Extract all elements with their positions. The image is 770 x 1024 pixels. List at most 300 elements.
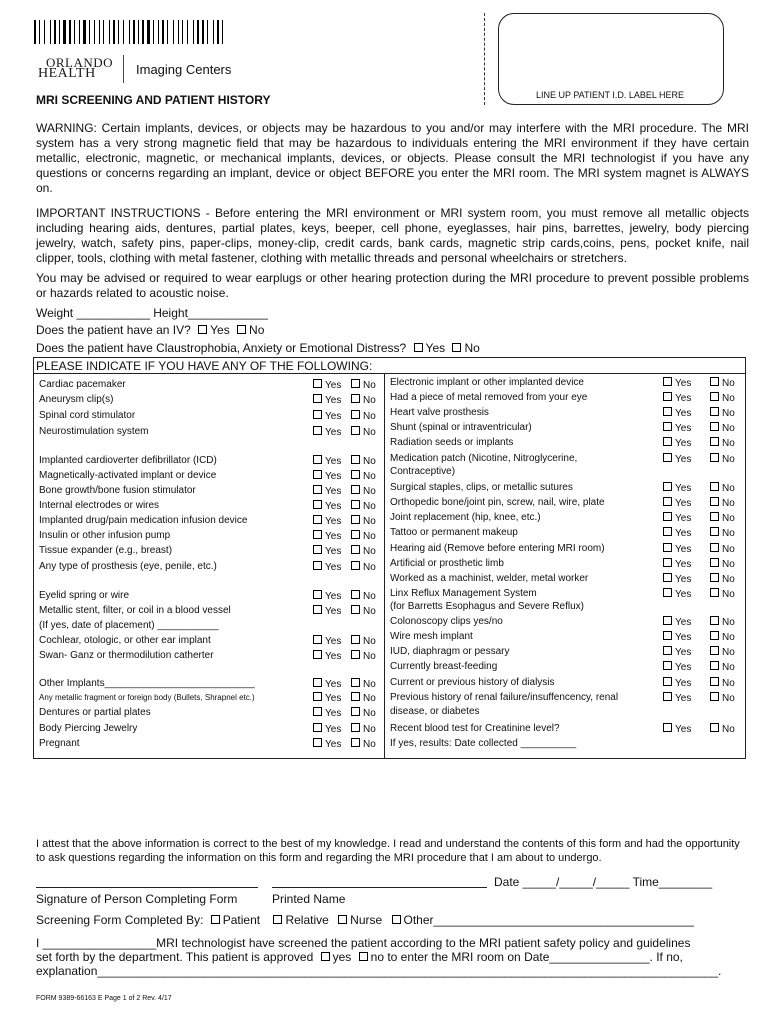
yes-checkbox[interactable] xyxy=(663,527,691,540)
checkbox-box[interactable] xyxy=(313,738,322,747)
logo-health: HEALTH xyxy=(38,66,96,81)
checkbox-box[interactable] xyxy=(313,410,322,419)
yes-checkbox[interactable] xyxy=(313,485,341,498)
no-checkbox[interactable] xyxy=(710,558,735,571)
right-item-label: Tattoo or permanent makeup xyxy=(390,527,518,538)
checkbox-box[interactable] xyxy=(351,707,360,716)
checkbox-box[interactable] xyxy=(663,422,672,431)
no-checkbox[interactable] xyxy=(351,410,376,423)
right-item-label: Had a piece of metal removed from your eye xyxy=(390,392,588,403)
checkbox-box[interactable] xyxy=(663,407,672,416)
yes-checkbox[interactable] xyxy=(313,635,341,648)
no-checkbox[interactable] xyxy=(351,738,376,751)
checkbox-box[interactable] xyxy=(710,646,719,655)
no-label: No xyxy=(722,498,735,509)
no-checkbox[interactable] xyxy=(351,635,376,648)
no-label: No xyxy=(722,393,735,404)
approved-no-label: no to enter the MRI room on Date_______________. If no, xyxy=(370,950,683,964)
checkbox-box[interactable] xyxy=(710,692,719,701)
no-checkbox[interactable] xyxy=(351,515,376,528)
no-checkbox[interactable] xyxy=(710,723,735,736)
yes-checkbox[interactable] xyxy=(313,738,341,751)
checkbox-box[interactable] xyxy=(663,588,672,597)
checkbox-box[interactable] xyxy=(351,738,360,747)
left-item-label: Swan- Ganz or thermodilution catherter xyxy=(39,650,214,661)
no-label: No xyxy=(722,632,735,643)
no-checkbox[interactable] xyxy=(351,426,376,439)
yes-label: Yes xyxy=(325,724,342,735)
no-checkbox[interactable] xyxy=(710,377,735,390)
yes-label: Yes xyxy=(675,589,692,600)
checkbox-box[interactable] xyxy=(351,545,360,554)
left-item-label: (If yes, date of placement) ___________ xyxy=(39,620,219,631)
iv-no-checkbox[interactable] xyxy=(237,325,246,334)
technologist-line[interactable]: I _________________MRI technologist have screened the patient according to the MRI patient safety policy and guidelines xyxy=(36,936,691,950)
right-item-label: Hearing aid (Remove before entering MRI room) xyxy=(390,543,605,554)
checkbox-box[interactable] xyxy=(710,392,719,401)
iv-question: Does the patient have an IV? xyxy=(36,323,191,337)
approved-yes-checkbox[interactable] xyxy=(321,952,330,961)
yes-checkbox[interactable] xyxy=(663,377,691,390)
right-item-label: Joint replacement (hip, knee, etc.) xyxy=(390,512,541,523)
yes-checkbox[interactable] xyxy=(313,723,341,736)
right-item-label: Orthopedic bone/joint pin, screw, nail, wire, plate xyxy=(390,497,605,508)
checkbox-box[interactable] xyxy=(663,377,672,386)
barcode xyxy=(34,20,270,44)
checkbox-box[interactable] xyxy=(351,650,360,659)
checkbox-box[interactable] xyxy=(663,616,672,625)
yes-checkbox[interactable] xyxy=(663,631,691,644)
left-item-label: Other Implants___________________________ xyxy=(39,678,255,689)
no-checkbox[interactable] xyxy=(351,590,376,603)
yes-label: Yes xyxy=(675,617,692,628)
no-checkbox[interactable] xyxy=(710,497,735,510)
checkbox-box[interactable] xyxy=(663,573,672,582)
checkbox-box[interactable] xyxy=(710,407,719,416)
checkbox-box[interactable] xyxy=(351,470,360,479)
checkbox-box[interactable] xyxy=(313,545,322,554)
no-checkbox[interactable] xyxy=(710,422,735,435)
yes-label: Yes xyxy=(675,693,692,704)
checkbox-box[interactable] xyxy=(663,527,672,536)
printed-name-label: Printed Name xyxy=(272,892,346,906)
no-label: No xyxy=(722,544,735,555)
checkbox-box[interactable] xyxy=(313,605,322,614)
yes-checkbox[interactable] xyxy=(313,394,341,407)
right-item-label: Shunt (spinal or intraventricular) xyxy=(390,422,532,433)
checkbox-box[interactable] xyxy=(710,631,719,640)
yes-checkbox[interactable] xyxy=(663,453,691,466)
warning-text: WARNING: Certain implants, devices, or objects may be hazardous to you and/or may interfere with the MRI procedure. The MRI system has a very strong magnetic field that may be hazardous to individuals entering the MRI environment if they have certain metallic, electronic, magnetic, or mechanical implants, devices, or objects. Please consult the MRI technologist if you have any questions or concerns regarding an implant, device or object BEFORE you enter the MRI room. The MRI system magnet is ALWAYS on. xyxy=(36,121,749,195)
checkbox-box[interactable] xyxy=(351,394,360,403)
left-item-label: Internal electrodes or wires xyxy=(39,500,160,511)
explanation-line[interactable]: explanation_____________________________________________________________________________________________. xyxy=(36,964,722,978)
checkbox-box[interactable] xyxy=(313,590,322,599)
no-label: No xyxy=(722,574,735,585)
yes-checkbox[interactable] xyxy=(313,470,341,483)
no-checkbox[interactable] xyxy=(351,678,376,691)
no-checkbox[interactable] xyxy=(351,379,376,392)
right-item-label: Colonoscopy clips yes/no xyxy=(390,616,503,627)
checkbox-box[interactable] xyxy=(351,590,360,599)
no-label: No xyxy=(363,724,376,735)
signature-line[interactable] xyxy=(36,887,258,888)
checkbox-box[interactable] xyxy=(313,707,322,716)
attestation-text: I attest that the above information is correct to the best of my knowledge. I read and understand the contents of this form and had the opportunity to ask questions regarding the information on this form and regarding the MRI procedure that I am about to undergo. xyxy=(36,838,740,864)
no-checkbox[interactable] xyxy=(351,650,376,663)
yes-checkbox[interactable] xyxy=(663,482,691,495)
yes-checkbox[interactable] xyxy=(663,422,691,435)
approved-no-checkbox[interactable] xyxy=(359,952,368,961)
yes-label: Yes xyxy=(675,513,692,524)
no-checkbox[interactable] xyxy=(710,482,735,495)
no-checkbox[interactable] xyxy=(351,485,376,498)
no-label: No xyxy=(249,323,265,337)
yes-checkbox[interactable] xyxy=(663,543,691,556)
yes-checkbox[interactable] xyxy=(663,646,691,659)
no-checkbox[interactable] xyxy=(351,470,376,483)
checkbox-box[interactable] xyxy=(663,453,672,462)
checkbox-box[interactable] xyxy=(710,482,719,491)
checkbox-box[interactable] xyxy=(313,650,322,659)
no-label: No xyxy=(722,693,735,704)
relative-checkbox[interactable] xyxy=(273,915,282,924)
right-item-label: Contraceptive) xyxy=(390,466,456,477)
yes-label: Yes xyxy=(675,528,692,539)
right-item-label: Artificial or prosthetic limb xyxy=(390,558,504,569)
no-label: No xyxy=(722,513,735,524)
other-label[interactable]: Other_______________________________________ xyxy=(403,913,694,927)
no-label: No xyxy=(363,546,376,557)
no-label: No xyxy=(363,501,376,512)
yes-checkbox[interactable] xyxy=(663,497,691,510)
yes-label: Yes xyxy=(325,471,342,482)
no-checkbox[interactable] xyxy=(351,723,376,736)
checkbox-box[interactable] xyxy=(663,692,672,701)
yes-checkbox[interactable] xyxy=(313,650,341,663)
yes-checkbox[interactable] xyxy=(313,530,341,543)
no-checkbox[interactable] xyxy=(710,692,735,705)
left-item-label: Aneurysm clip(s) xyxy=(39,394,114,405)
checkbox-box[interactable] xyxy=(710,573,719,582)
no-label: No xyxy=(722,528,735,539)
checkbox-box[interactable] xyxy=(710,422,719,431)
no-checkbox[interactable] xyxy=(351,455,376,468)
right-item-label: Surgical staples, clips, or metallic sutures xyxy=(390,482,573,493)
no-label: No xyxy=(722,559,735,570)
yes-label: Yes xyxy=(325,591,342,602)
no-label: No xyxy=(722,724,735,735)
checkbox-box[interactable] xyxy=(663,437,672,446)
checkbox-box[interactable] xyxy=(313,530,322,539)
iv-yes-checkbox[interactable] xyxy=(198,325,207,334)
checkbox-box[interactable] xyxy=(313,470,322,479)
right-item-label: If yes, results: Date collected __________ xyxy=(390,738,577,749)
claus-no-checkbox[interactable] xyxy=(452,343,461,352)
checkbox-box[interactable] xyxy=(710,558,719,567)
approval-row xyxy=(36,950,683,965)
no-label: No xyxy=(363,693,376,704)
checkbox-box[interactable] xyxy=(351,635,360,644)
right-item-label: disease, or diabetes xyxy=(390,706,480,717)
checkbox-box[interactable] xyxy=(663,558,672,567)
checkbox-box[interactable] xyxy=(710,453,719,462)
nurse-label: Nurse xyxy=(350,913,383,927)
yes-label: Yes xyxy=(210,323,230,337)
yes-checkbox[interactable] xyxy=(663,558,691,571)
yes-label: Yes xyxy=(325,739,342,750)
yes-checkbox[interactable] xyxy=(663,677,691,690)
logo-orlando: ORLANDO xyxy=(46,55,114,70)
no-label: No xyxy=(363,651,376,662)
no-checkbox[interactable] xyxy=(351,530,376,543)
checkbox-box[interactable] xyxy=(710,437,719,446)
checkbox-box[interactable] xyxy=(313,635,322,644)
checkbox-box[interactable] xyxy=(351,692,360,701)
no-label: No xyxy=(363,380,376,391)
checkbox-box[interactable] xyxy=(351,515,360,524)
right-item-label: Previous history of renal failure/insuffencency, renal xyxy=(390,692,619,703)
no-label: No xyxy=(722,378,735,389)
no-checkbox[interactable] xyxy=(351,605,376,618)
no-label: No xyxy=(363,739,376,750)
no-checkbox[interactable] xyxy=(710,677,735,690)
left-item-label: Neurostimulation system xyxy=(39,426,149,437)
yes-label: Yes xyxy=(325,606,342,617)
checkbox-box[interactable] xyxy=(351,426,360,435)
no-label: No xyxy=(363,531,376,542)
yes-label: Yes xyxy=(675,498,692,509)
checkbox-box[interactable] xyxy=(351,410,360,419)
yes-checkbox[interactable] xyxy=(313,379,341,392)
no-checkbox[interactable] xyxy=(710,573,735,586)
weight-height-line[interactable]: Weight ___________ Height____________ xyxy=(36,306,268,320)
right-item-label: Recent blood test for Creatinine level? xyxy=(390,723,560,734)
no-checkbox[interactable] xyxy=(351,394,376,407)
yes-label: Yes xyxy=(325,395,342,406)
yes-label: Yes xyxy=(675,678,692,689)
no-checkbox[interactable] xyxy=(710,453,735,466)
no-label: No xyxy=(363,471,376,482)
yes-label: Yes xyxy=(325,427,342,438)
checkbox-box[interactable] xyxy=(351,605,360,614)
checkbox-box[interactable] xyxy=(663,723,672,732)
no-checkbox[interactable] xyxy=(710,661,735,674)
checkbox-box[interactable] xyxy=(313,485,322,494)
no-checkbox[interactable] xyxy=(710,646,735,659)
yes-checkbox[interactable] xyxy=(313,678,341,691)
no-label: No xyxy=(363,562,376,573)
instructions-text: IMPORTANT INSTRUCTIONS - Before entering the MRI environment or MRI system room, you must remove all metallic objects including hearing aids, dentures, partial plates, keys, beeper, cell phone, eyeglasses, hair pins, barrettes, jewelry, body piercing jewelry, watch, safety pins, paper-clips, money-clip, credit cards, bank cards, magnetic strip cards,coins, pens, pocket knife, nail clipper, tools, clothing with metal fastener, clothing with metallic threads and personal wheelchairs or stretchers. xyxy=(36,206,749,265)
yes-label: Yes xyxy=(675,662,692,673)
claustrophobia-row xyxy=(36,341,480,356)
no-label: No xyxy=(363,411,376,422)
checkbox-box[interactable] xyxy=(710,377,719,386)
yes-checkbox[interactable] xyxy=(663,512,691,525)
left-item-label: Magnetically-activated implant or device xyxy=(39,470,217,481)
checkbox-box[interactable] xyxy=(710,661,719,670)
checkbox-box[interactable] xyxy=(313,678,322,687)
yes-checkbox[interactable] xyxy=(313,426,341,439)
checkbox-box[interactable] xyxy=(663,543,672,552)
no-label: No xyxy=(722,454,735,465)
no-label: No xyxy=(363,395,376,406)
no-checkbox[interactable] xyxy=(710,543,735,556)
relative-label: Relative xyxy=(285,913,329,927)
yes-checkbox[interactable] xyxy=(313,515,341,528)
no-label: No xyxy=(363,516,376,527)
yes-checkbox[interactable] xyxy=(313,605,341,618)
no-label: No xyxy=(722,617,735,628)
yes-checkbox[interactable] xyxy=(313,692,341,705)
checkbox-box[interactable] xyxy=(663,661,672,670)
checkbox-box[interactable] xyxy=(313,500,322,509)
right-item-label: (for Barretts Esophagus and Severe Reflux) xyxy=(390,601,584,612)
yes-label: Yes xyxy=(675,559,692,570)
checkbox-box[interactable] xyxy=(663,497,672,506)
yes-checkbox[interactable] xyxy=(663,616,691,629)
no-checkbox[interactable] xyxy=(351,561,376,574)
checkbox-box[interactable] xyxy=(351,561,360,570)
left-item-label: Tissue expander (e.g., breast) xyxy=(39,545,173,556)
no-label: No xyxy=(363,679,376,690)
yes-label: Yes xyxy=(325,562,342,573)
no-checkbox[interactable] xyxy=(710,437,735,450)
page-title: MRI SCREENING AND PATIENT HISTORY xyxy=(36,93,271,107)
yes-label: Yes xyxy=(325,679,342,690)
patient-label: Patient xyxy=(222,913,261,927)
yes-checkbox[interactable] xyxy=(313,410,341,423)
yes-checkbox[interactable] xyxy=(663,723,691,736)
checkbox-box[interactable] xyxy=(351,723,360,732)
patient-checkbox[interactable] xyxy=(211,915,220,924)
checkbox-box[interactable] xyxy=(351,379,360,388)
checkbox-box[interactable] xyxy=(710,588,719,597)
left-item-label: Eyelid spring or wire xyxy=(39,590,130,601)
checkbox-box[interactable] xyxy=(313,692,322,701)
yes-label: Yes xyxy=(325,501,342,512)
left-item-label: Cardiac pacemaker xyxy=(39,379,126,390)
checkbox-box[interactable] xyxy=(313,455,322,464)
left-item-label: Pregnant xyxy=(39,738,80,749)
no-label: No xyxy=(363,486,376,497)
checkbox-box[interactable] xyxy=(313,379,322,388)
yes-checkbox[interactable] xyxy=(313,500,341,513)
yes-checkbox[interactable] xyxy=(663,407,691,420)
checkbox-box[interactable] xyxy=(351,530,360,539)
no-checkbox[interactable] xyxy=(710,512,735,525)
checkbox-box[interactable] xyxy=(313,394,322,403)
no-label: No xyxy=(363,708,376,719)
checkbox-box[interactable] xyxy=(663,512,672,521)
checkbox-box[interactable] xyxy=(351,455,360,464)
yes-label: Yes xyxy=(325,546,342,557)
no-checkbox[interactable] xyxy=(351,692,376,705)
yes-label: Yes xyxy=(675,483,692,494)
no-checkbox[interactable] xyxy=(710,588,735,601)
checkbox-box[interactable] xyxy=(710,723,719,732)
yes-checkbox[interactable] xyxy=(663,392,691,405)
yes-checkbox[interactable] xyxy=(663,437,691,450)
checkbox-box[interactable] xyxy=(663,392,672,401)
checkbox-box[interactable] xyxy=(663,677,672,686)
yes-label: Yes xyxy=(675,393,692,404)
no-label: No xyxy=(363,456,376,467)
yes-checkbox[interactable] xyxy=(313,561,341,574)
checkbox-box[interactable] xyxy=(313,426,322,435)
yes-checkbox[interactable] xyxy=(313,590,341,603)
no-label: No xyxy=(722,438,735,449)
form-footer: FORM 9389-66163 E Page 1 of 2 Rev. 4/17 xyxy=(36,995,172,1002)
yes-label: Yes xyxy=(675,454,692,465)
checkbox-box[interactable] xyxy=(710,543,719,552)
yes-checkbox[interactable] xyxy=(313,707,341,720)
checkbox-box[interactable] xyxy=(710,497,719,506)
printed-name-line[interactable] xyxy=(272,887,487,888)
yes-label: Yes xyxy=(675,647,692,658)
no-label: No xyxy=(363,636,376,647)
checkbox-box[interactable] xyxy=(313,561,322,570)
yes-checkbox[interactable] xyxy=(313,545,341,558)
yes-label: Yes xyxy=(675,724,692,735)
no-checkbox[interactable] xyxy=(351,707,376,720)
yes-checkbox[interactable] xyxy=(313,455,341,468)
approval-text: set forth by the department. This patient is approved xyxy=(36,950,314,964)
no-checkbox[interactable] xyxy=(710,527,735,540)
yes-label: Yes xyxy=(325,516,342,527)
right-item-label: Radiation seeds or implants xyxy=(390,437,514,448)
no-checkbox[interactable] xyxy=(710,631,735,644)
checkbox-box[interactable] xyxy=(351,678,360,687)
checkbox-box[interactable] xyxy=(710,512,719,521)
yes-checkbox[interactable] xyxy=(663,573,691,586)
other-checkbox[interactable] xyxy=(392,915,401,924)
yes-label: Yes xyxy=(325,636,342,647)
yes-checkbox[interactable] xyxy=(663,588,691,601)
checkbox-box[interactable] xyxy=(710,527,719,536)
nurse-checkbox[interactable] xyxy=(338,915,347,924)
checkbox-box[interactable] xyxy=(351,485,360,494)
table-divider xyxy=(33,373,746,374)
claus-yes-checkbox[interactable] xyxy=(414,343,423,352)
checkbox-box[interactable] xyxy=(710,677,719,686)
checkbox-box[interactable] xyxy=(313,515,322,524)
checkbox-box[interactable] xyxy=(313,723,322,732)
checkbox-box[interactable] xyxy=(663,631,672,640)
checkbox-box[interactable] xyxy=(710,616,719,625)
yes-checkbox[interactable] xyxy=(663,692,691,705)
checkbox-box[interactable] xyxy=(663,482,672,491)
checkbox-box[interactable] xyxy=(663,646,672,655)
no-checkbox[interactable] xyxy=(710,392,735,405)
no-checkbox[interactable] xyxy=(351,545,376,558)
no-checkbox[interactable] xyxy=(710,407,735,420)
earplugs-text: You may be advised or required to wear earplugs or other hearing protection during the MRI procedure to prevent possible problems or hazards related to acoustic noise. xyxy=(36,271,749,300)
yes-label: Yes xyxy=(675,574,692,585)
left-item-label: Any metallic fragment or foreign body (Bullets, Shrapnel etc.) xyxy=(39,693,255,702)
no-checkbox[interactable] xyxy=(351,500,376,513)
checkbox-box[interactable] xyxy=(351,500,360,509)
right-item-label: Current or previous history of dialysis xyxy=(390,677,555,688)
right-item-label: Worked as a machinist, welder, metal worker xyxy=(390,573,589,584)
date-time-line[interactable]: Date _____/_____/_____ Time________ xyxy=(494,875,713,889)
no-checkbox[interactable] xyxy=(710,616,735,629)
yes-label: Yes xyxy=(675,423,692,434)
left-item-label: Dentures or partial plates xyxy=(39,707,151,718)
yes-label: Yes xyxy=(675,438,692,449)
left-item-label: Implanted drug/pain medication infusion device xyxy=(39,515,248,526)
yes-checkbox[interactable] xyxy=(663,661,691,674)
